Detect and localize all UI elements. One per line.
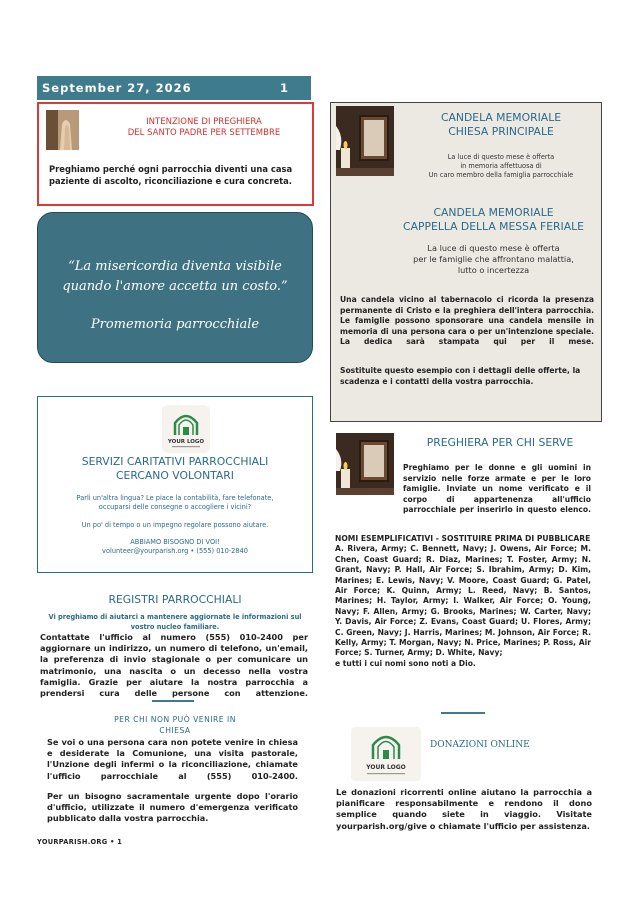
names-entries: A. Rivera, Army; C. Bennett, Navy; J. Owens, Air Force; M. Chen, Coast Guard; R. Diaz, Marines; T. Foster, Army; N. Grant, Navy; P. Hall, Air Force; S. Ibrahim, Army; D. Kim, Marines; E. Lewis, Navy; V. Moore, Coast Guard; G. Patel, Air Force; K. Quinn, Army; L. Reed, Navy; B. Santos, Marines; H. Taylor, Army; I. Walker, Air Force; O. Young, Navy; F. Allen, Army; G. Brooks, Marines; W. Carter, Navy; Y. Davis, Air Force; Z. Evans, Coast Guard; U. Flores, Army; C. Green, Navy; J. Harris, Marines; M. Johnson, Air Force; R. Kelly, Army; T. Morgan, Navy; N. Price, Marines; P. Ross, Air Force; S. Turner, Army; D. White, Navy; [335,544,591,658]
memorial-description: Una candela vicino al tabernacolo ci ricorda la presenza permanente di Cristo e la preghiera dell'intera parrocchia. Le famiglie possono sponsorare una candela mensile in memoria di una persona cara o per un'intenzione speciale. La dedica sarà stampata qui per il mese. [340,295,594,346]
serve-text: Preghiamo per le donne e gli uomini in servizio nelle forze armate e per le loro famiglie. Inviate un nome verificato e il corpo di appartenenza all'ufficio parrocchiale per inserirlo in questo elenco. [403,463,591,514]
registries-title: REGISTRI PARROCCHIALI [108,593,242,606]
svg-text:YOUR LOGO: YOUR LOGO [366,764,406,771]
intention-text: Preghiamo perché ogni parrocchia diventi una casa paziente di ascolto, riconciliazione e cura concreta. [49,164,293,186]
registries-text: Contattate l'ufficio al numero (555) 010-2400 per aggiornare un indirizzo, un numero di telefono, un'email, la preferenza di invio stagionale o per comunicare un matrimonio, una nascita o un decesso nella vostra famiglia. Grazie per aiutare la nostra parrocchia a prendersi cura delle persone con attenzione. [40,632,308,699]
quote-text: “La misericordia diventa visibile quando l'amore accetta un costo.” [62,259,288,294]
volunteers-note: Un po' di tempo o un impegno regolare possono aiutare. [81,521,269,529]
names-intro: NOMI ESEMPLIFICATIVI - SOSTITUIRE PRIMA DI PUBBLICARE [335,534,591,543]
svg-text:YOUR LOGO: YOUR LOGO [167,439,205,445]
quote-box [37,212,313,363]
footer: YOURPARISH.ORG • 1 [37,838,123,846]
names-list [335,534,591,669]
volunteers-contact: ABBIAMO BISOGNO DI VOI! volunteer@yourparish.org • (555) 010-2840 [102,538,248,555]
volunteers-title: SERVIZI CARITATIVI PARROCCHIALI CERCANO VOLONTARI [81,455,269,482]
memorial-dedication-main-church: La luce di questo mese è offerta in memoria affettuosa di Un caro membro della famiglia parrocchiale [428,153,574,179]
serve-candle-photo [336,433,394,495]
memorial-candle-box [330,102,602,422]
donations-title: DONAZIONI ONLINE [430,740,530,750]
names-closing: e tutti i cui nomi sono noti a Dio. [335,658,476,668]
praying-hands-photo [46,110,79,150]
memorial-title-chapel: CANDELA MEMORIALE CAPPELLA DELLA MESSA FERIALE [403,206,584,233]
quote-attribution: Promemoria parrocchiale [90,317,260,332]
date-bar [37,76,311,100]
volunteers-question: Parli un'altra lingua? Le piace la contabilità, fare telefonate, occuparsi delle consegne o accogliere i vicini? [76,494,274,511]
prayer-intention-box [37,102,314,206]
memorial-dedication-chapel: La luce di questo mese è offerta per le famiglie che affrontano malattia, lutto o incertezza [413,243,574,275]
homebound-title: PER CHI NON PUÒ VENIRE IN CHIESA [114,715,236,735]
page-number: 1 [280,81,290,95]
memorial-candle-photo [336,106,394,176]
homebound-text: Se voi o una persona cara non potete venire in chiesa e desiderate la Comunione, una visita pastorale, l'Unzione degli infermi o la riconciliazione, chiamate l'ufficio parrocchiale al (555) 010-2400. [47,737,298,781]
donations-text: Le donazioni ricorrenti online aiutano la parrocchia a pianificare responsabilmente e rendono il dono semplice quando siete in viaggio. Visitate yourparish.org/give o chiamate l'ufficio per assistenza. [336,787,592,831]
intention-heading: INTENZIONE DI PREGHIERA DEL SANTO PADRE PER SETTEMBRE [127,117,281,138]
homebound-emergency-text: Per un bisogno sacramentale urgente dopo l'orario d'ufficio, utilizzate il numero d'emergenza verificato pubblicato dalla vostra parrocchia. [47,791,298,824]
memorial-title-main-church: CANDELA MEMORIALE CHIESA PRINCIPALE [440,111,562,138]
issue-date: September 27, 2026 [42,81,192,95]
donations-logo [351,727,421,781]
section-divider [441,712,485,714]
serve-title: PREGHIERA PER CHI SERVE [426,436,574,449]
volunteers-box [37,396,313,573]
memorial-instructions: Sostituite questo esempio con i dettagli delle offerte, la scadenza e i contatti della vostra parrocchia. [340,366,581,386]
parish-logo [162,405,210,453]
registries-subtitle: Vi preghiamo di aiutarci a mantenere aggiornate le informazioni sul vostro nucleo familiare. [48,613,302,631]
section-divider [152,700,194,702]
